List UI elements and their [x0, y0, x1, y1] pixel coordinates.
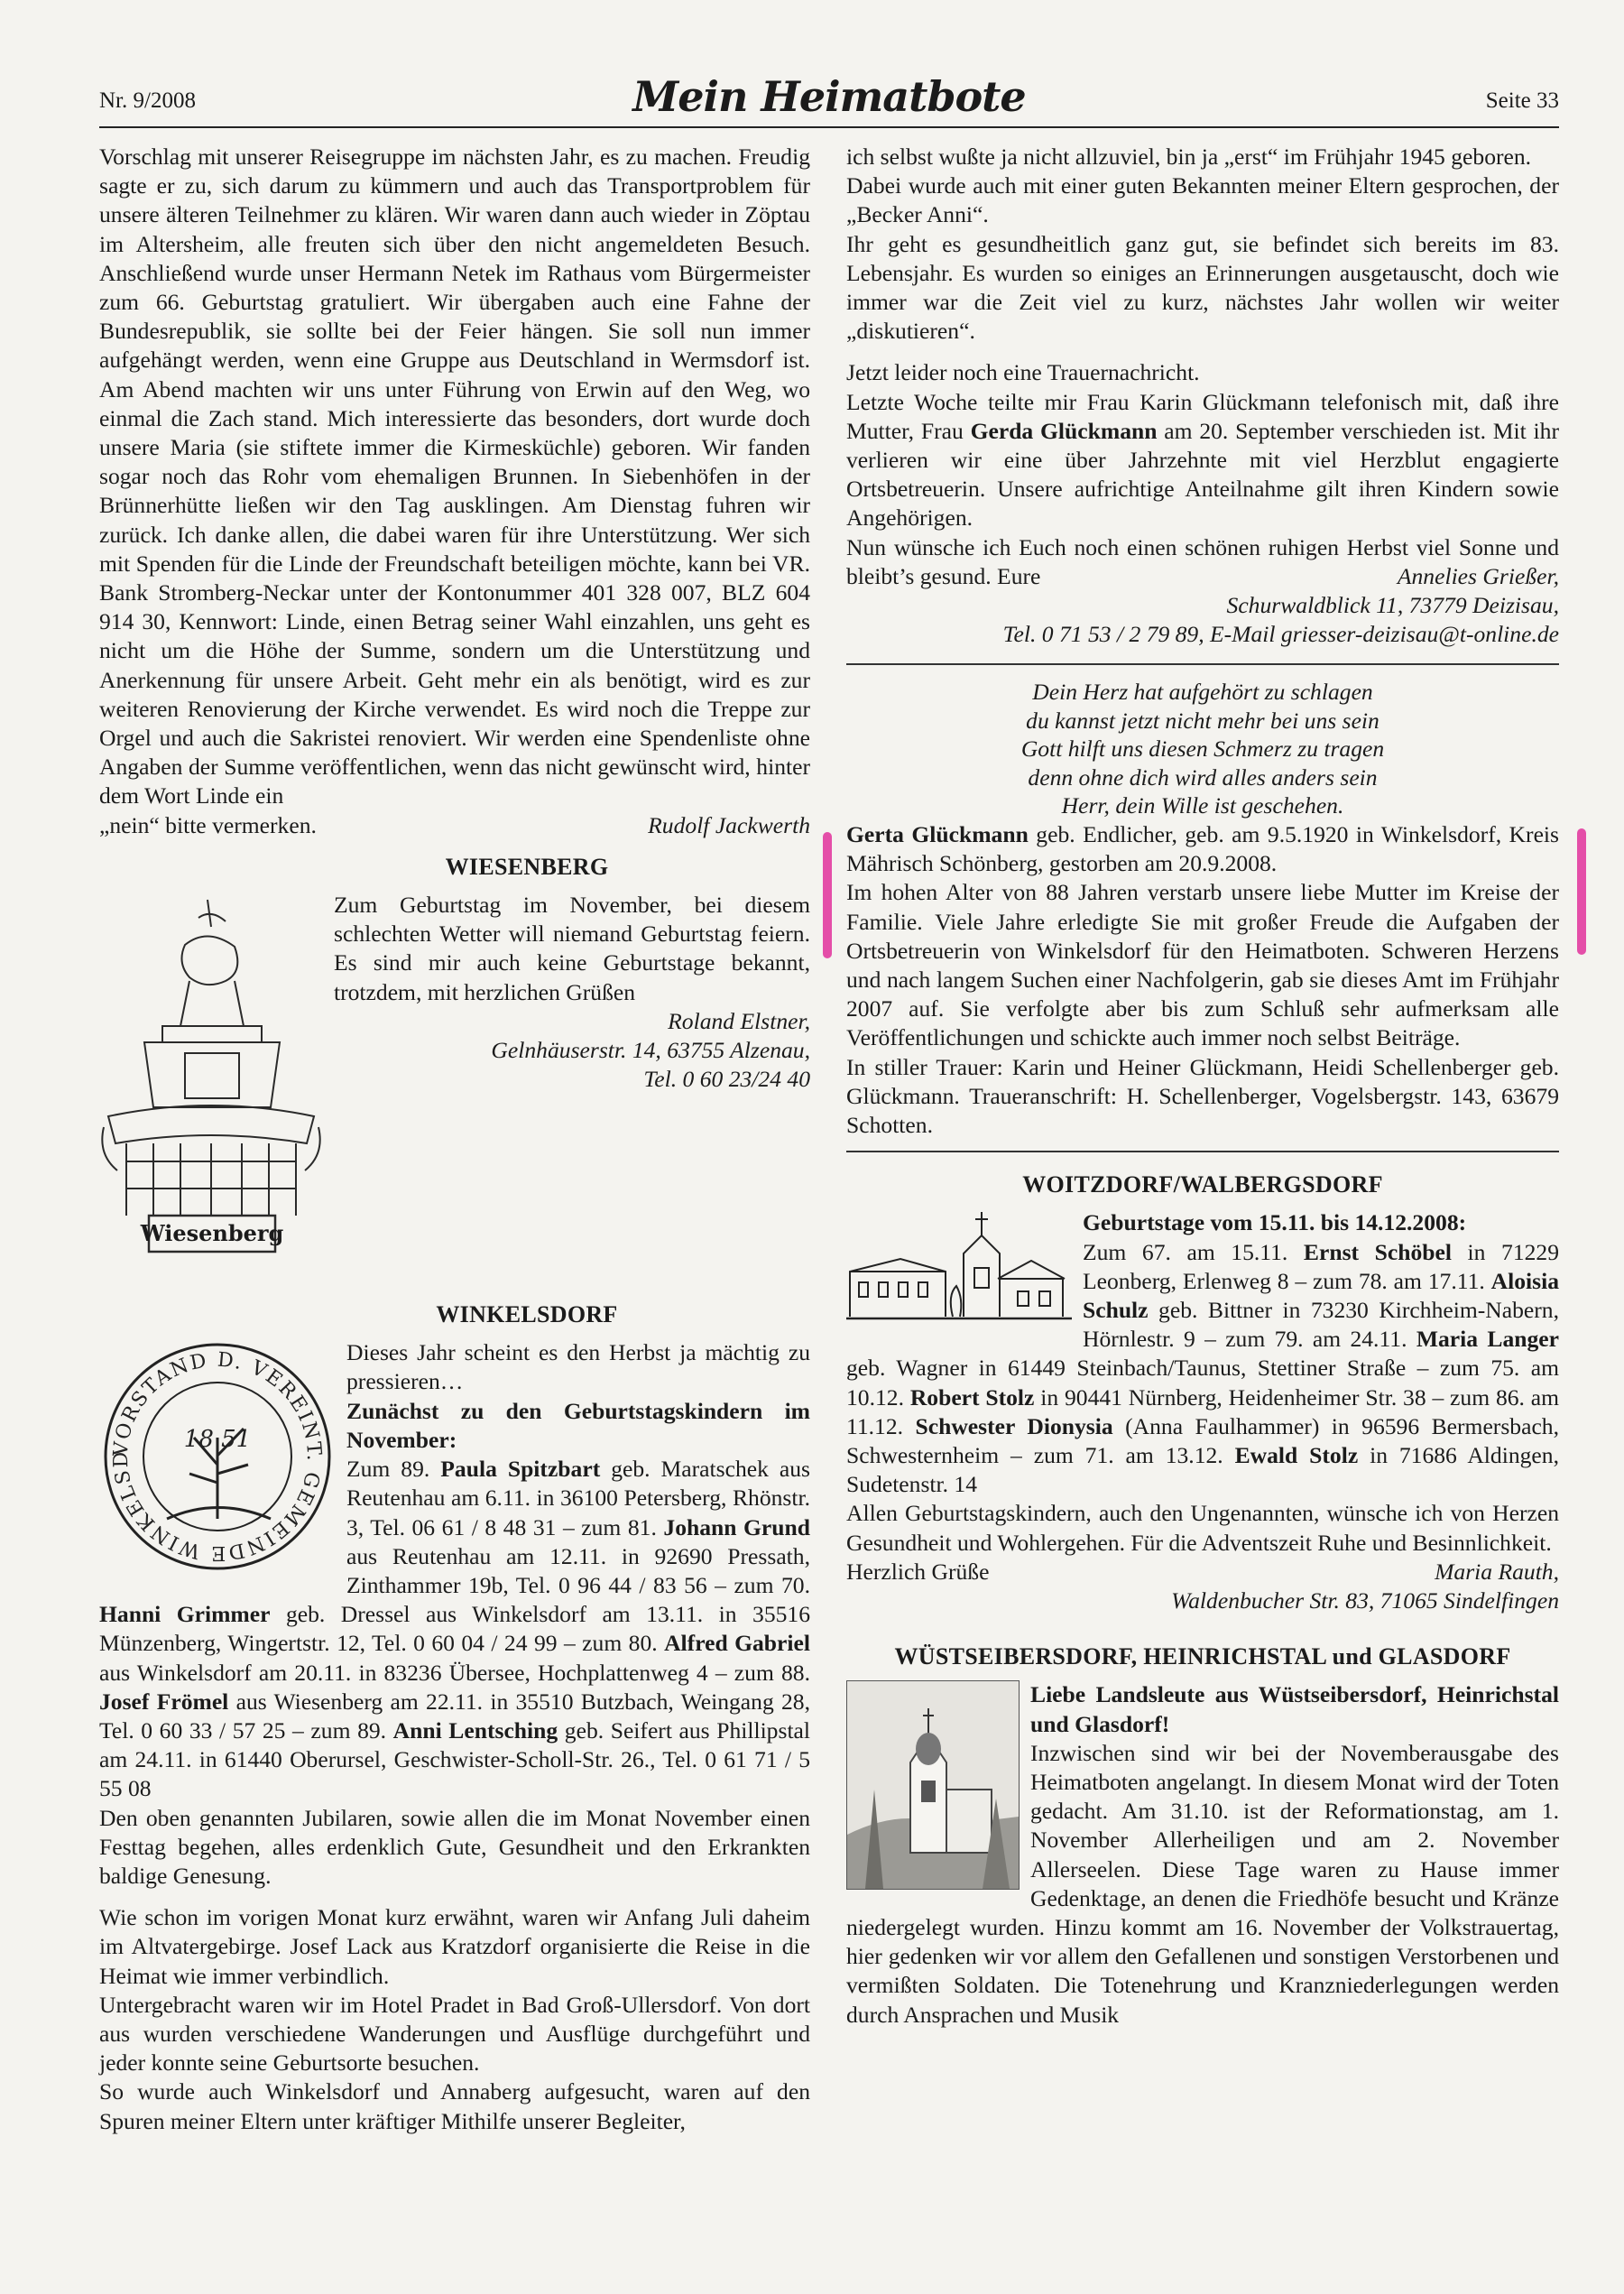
person-name: Aloisia Schulz	[1083, 1267, 1559, 1323]
wuest-text: Inzwischen sind wir bei der Novemberausgabe des Heimatboten angelangt. In diesem Monat wird der Toten gedacht. Am 31.10. ist der Reformationstag, am 1. November Allerheiligen und am 2. November Allerseelen. Diese Tage waren zu Hause immer Gedenktage, an denen die Friedhöfe besucht und Kränze niedergelegt wurden. Hinzu kommt am 16. November der Volkstrauertag, hier gedenken wir vor allem den Gefallenen und sonstigen Verstorbenen und vermißten Soldaten. Die Totenehrung und Kranzniederlegungen werden durch Ansprachen und Musik	[846, 1739, 1559, 2028]
fountain-emblem-icon	[99, 891, 323, 1259]
section-title-winkelsdorf: WINKELSDORF	[436, 1301, 618, 1328]
person-name: Johann Grund	[663, 1513, 810, 1540]
church-village-icon	[846, 1208, 1072, 1346]
obituary-poem	[846, 678, 1559, 820]
woitzdorf-subhead: Geburtstage vom 15.11. bis 14.12.2008:	[1083, 1209, 1467, 1236]
highlight-mark-left	[823, 832, 832, 958]
page-number: Seite 33	[1485, 88, 1559, 113]
page-header	[99, 72, 1559, 128]
winkelsdorf-intro: Dieses Jahr scheint es den Herbst ja mächtig zu pressieren…	[346, 1339, 810, 1395]
author-signature: Rudolf Jackwerth	[648, 811, 810, 838]
municipal-seal-icon	[99, 1338, 336, 1575]
winkelsdorf-wishes: Den oben genannten Jubilaren, sowie allen die im Monat November einen Festtag begehen, alles erdenklich Gute, Gesundheit und den Erkrankten baldige Genesung.	[99, 1804, 810, 1889]
poem-line: Herr, dein Wille ist geschehen.	[1061, 792, 1344, 819]
left-column	[99, 143, 810, 2136]
poem-line: du kannst jetzt nicht mehr bei uns sein	[1026, 707, 1379, 734]
article-signature-row	[99, 811, 810, 840]
author-signature: Maria Rauth,	[1435, 1558, 1559, 1585]
winkelsdorf-trip-1: Wie schon im vorigen Monat kurz erwähnt, waren wir Anfang Juli daheim im Altvatergebirge. Josef Lack aus Kratzdorf organisierte die Reise in die Heimat wie immer verbindlich.	[99, 1904, 810, 1989]
birthday-list: Zum 89. Paula Spitzbart geb. Maratschek aus Reutenhau am 6.11. in 36100 Petersberg, Rhönstr. 3, Tel. 06 61 / 8 48 31 – zum 81. Johann Grund aus Reutenhau am 12.11. in 92690 Pressath, Zinthammer 19b, Tel. 0 96 44 / 83 56 – zum 70. Hanni Grimmer geb. Dressel aus Winkelsdorf am 13.11. in 35516 Münzenberg, Wingertstr. 12, Tel. 0 60 04 / 24 99 – zum 80. Alfred Gabriel aus Winkelsdorf am 20.11. in 83236 Übersee, Hochplattenweg 4 – zum 88. Josef Frömel aus Wiesenberg am 22.11. in 35510 Butzbach, Weingang 28, Tel. 0 60 33 / 57 25 – zum 89. Anni Lentsching geb. Seifert aus Phillipstal am 24.11. in 61440 Oberursel, Geschwister-Scholl-Str. 26., Tel. 0 61 71 / 5 55 08	[99, 1456, 811, 1802]
wiesenberg-text: Zum Geburtstag im November, bei diesem schlechten Wetter will niemand Geburtstag feiern. Es sind mir auch keine Geburtstage bekannt, trotzdem, mit herzlichen Grüßen	[334, 892, 810, 1005]
article-paragraph: Ihr geht es gesundheitlich ganz gut, sie befindet sich bereits im 83. Lebensjahr. Es wurden so einiges an Erinnerungen ausgetauscht, doch wie immer war die Zeit viel zu kurz, nächstes Jahr wollen wir weiter „diskutieren“.	[846, 230, 1559, 345]
poem-line: Dein Herz hat aufgehört zu schlagen	[1032, 679, 1373, 706]
church-photo-icon	[847, 1681, 1019, 1889]
issue-number: Nr. 9/2008	[99, 88, 196, 113]
author-address: Waldenbucher Str. 83, 71065 Sindelfingen	[1171, 1587, 1559, 1614]
person-name: Ewald Stolz	[1234, 1442, 1359, 1469]
person-name: Anni Lentsching	[392, 1716, 558, 1744]
divider	[846, 1151, 1559, 1152]
person-name: Schwester Dionysia	[915, 1412, 1113, 1439]
wuest-subhead: Liebe Landsleute aus Wüstseibersdorf, Heinrichstal und Glasdorf!	[1030, 1681, 1559, 1737]
poem-line: denn ohne dich wird alles anders sein	[1028, 763, 1378, 791]
person-name: Robert Stolz	[909, 1383, 1035, 1411]
author-address: Schurwaldblick 11, 73779 Deizisau,	[1226, 592, 1559, 619]
poem-line: Gott hilft uns diesen Schmerz zu tragen	[1020, 735, 1385, 763]
person-name: Alfred Gabriel	[664, 1630, 810, 1657]
article-text-end: „nein“ bitte vermerken.	[99, 811, 317, 838]
section-title-wiesenberg: WIESENBERG	[445, 853, 609, 880]
article-text: Vorschlag mit unserer Reisegruppe im nächsten Jahr, es zu machen. Freudig sagte er zu, sich darum zu kümmern und auch das Transportproblem für unsere älteren Teilnehmer zu klären. Wir waren dann auch wieder in Zöptau im Altersheim, alle freuten sich über den nicht angemeldeten Besuch. Anschließend wurde unser Hermann Netek im Rathaus vom Bürgermeister zum 66. Geburtstag gratuliert. Wir übergaben auch eine Fahne der Bundesrepublik, sie sollte bei der Feier hängen. Sie soll nun immer aufgehängt werden, wenn eine Gruppe aus Deutschland in Wermsdorf ist. Am Abend machten wir uns unter Führung von Erwin auf den Weg, wo einmal die Zach stand. Mich interessierte das besonders, dort wurde doch unsere Maria (sie stiftete immer die Kirmesküchle) geboren. Wir fanden sogar noch das Rohr vom ehemaligen Brunnen. In Siebenhöfen in der Brünnerhütte ließen wir den Tag ausklingen. Am Dienstag fuhren wir zurück. Ich danke allen, die dabei waren für ihre Unterstützung. Wer sich mit Spenden für die Linde der Freundschaft beteiligen möchte, kann bei VR. Bank Stromberg-Neckar unter der Kontonummer 401 328 007, BLZ 604 914 30, Kennwort: Linde, einen Betrag seiner Wahl einzahlen, uns geht es nicht um die Höhe der Summe, sondern um die Unterstützung und Anerkennung für unsere Arbeit. Geht mehr ein als benötigt, wird es zur weiteren Renovierung der Kirche verwendet. Es wird noch die Treppe zur Orgel und auch die Sakristei renoviert. Wir werden eine Spendenliste ohne Angaben der Summe veröffentlichen, wenn das nicht gewünscht wird, hinter dem Wort Linde ein	[99, 143, 810, 809]
person-name: Josef Frömel	[99, 1688, 229, 1715]
winkelsdorf-seal	[99, 1338, 336, 1575]
person-name: Hanni Grimmer	[99, 1601, 271, 1628]
wiesenberg-emblem	[99, 891, 323, 1259]
article-paragraph: Letzte Woche teilte mir Frau Karin Glückmann telefonisch mit, daß ihre Mutter, Frau Gerda Glückmann am 20. September verschieden ist. Mit ihr verlieren wir eine über Jahrzehnte mit viel Herzblut engagierte Ortsbetreuerin. Unsere aufrichtige Anteilnahme gilt ihren Kindern sowie Angehörigen.	[846, 388, 1559, 532]
obituary-mourners: In stiller Trauer: Karin und Heiner Glückmann, Heidi Schellenberger geb. Glückmann. Traueranschrift: H. Schellenberger, Vogelsbergstr. 143, 63679 Schotten.	[846, 1053, 1559, 1138]
author-signature: Annelies Grießer,	[1397, 562, 1559, 589]
greeting: Herzlich Grüße	[846, 1558, 990, 1585]
woitzdorf-signature-row	[846, 1558, 1559, 1586]
section-title-wuestseibersdorf: WÜSTSEIBERSDORF, HEINRICHSTAL und GLASDORF	[894, 1643, 1511, 1670]
person-name: Paula Spitzbart	[440, 1456, 601, 1483]
person-name: Gerda Glückmann	[970, 417, 1158, 444]
right-column	[846, 143, 1559, 2030]
winkelsdorf-trip-3: So wurde auch Winkelsdorf und Annaberg aufgesucht, waren auf den Spuren meiner Eltern unter kräftiger Mithilfe unserer Begleiter,	[99, 2078, 810, 2134]
obituary-text: Im hohen Alter von 88 Jahren verstarb unsere liebe Mutter im Kreise der Familie. Viele Jahre erledigte Sie mit großer Freude die Aufgaben der Ortsbetreuerin von Winkelsdorf für den Heimatboten. Schweren Herzens und nach langem Suchen einer Nachfolgerin, gab sie dieses Amt im Frühjahr 2007 auf. Sie verfolgte aber bis zum Schluß sehr aufmerksam alle Veröffentlichungen und schickte auch immer noch selbst Beiträge.	[846, 879, 1559, 1051]
closing-text: Nun wünsche ich Euch noch einen schönen ruhigen Herbst viel Sonne und bleibt’s gesund. Eure	[846, 533, 1559, 589]
highlight-mark-right	[1577, 828, 1586, 955]
woitzdorf-church-drawing	[846, 1208, 1072, 1346]
article-paragraph: Jetzt leider noch eine Trauernachricht.	[846, 359, 1200, 386]
wiesenberg-signature-phone: Tel. 0 60 23/24 40	[643, 1066, 810, 1093]
article-paragraph: Dabei wurde auch mit einer guten Bekannten meiner Eltern gesprochen, der „Becker Anni“.	[846, 172, 1559, 228]
person-name: Maria Langer	[1416, 1326, 1559, 1353]
winkelsdorf-subhead: Zunächst zu den Geburtstagskindern im November:	[346, 1397, 810, 1453]
church-photo	[846, 1680, 1020, 1890]
seal-years: 18 51	[183, 1426, 252, 1454]
woitzdorf-birthdays: Zum 67. am 15.11. Ernst Schöbel in 71229 Leonberg, Erlenweg 8 – zum 78. am 17.11. Aloisia Schulz geb. Bittner in 73230 Kirchheim-Nabern, Hörnlestr. 9 – zum 79. am 24.11. Maria Langer geb. Wagner in 61449 Steinbach/Taunus, Stettiner Straße – zum 75. am 10.12. Robert Stolz in 90441 Nürnberg, Heidenheimer Str. 38 – zum 86. am 11.12. Schwester Dionysia (Anna Faulhammer) in 96596 Bermersbach, Schwesternheim – zum 71. am 13.12. Ewald Stolz in 71686 Aldingen, Sudetenstr. 14	[846, 1238, 1560, 1498]
wiesenberg-signature-name: Roland Elstner,	[668, 1007, 810, 1034]
winkelsdorf-trip-2: Untergebracht waren wir im Hotel Pradet in Bad Groß-Ullersdorf. Von dort aus wurden verschiedene Wanderungen und Ausflüge durchgeführt und jeder konnte seine Geburtsorte besuchen.	[99, 1991, 810, 2077]
wiesenberg-signature-address: Gelnhäuserstr. 14, 63755 Alzenau,	[491, 1037, 810, 1064]
obituary-text: Gerta Glückmann geb. Endlicher, geb. am 9.5.1920 in Winkelsdorf, Kreis Mährisch Schönberg, gestorben am 20.9.2008.	[846, 820, 1559, 877]
seal-ring-text: VORSTAND D. VEREINT. GEMEINDE WINKELSD	[109, 1348, 326, 1565]
divider	[846, 663, 1559, 665]
emblem-label: Wiesenberg	[140, 1220, 284, 1247]
masthead-logo: Mein Heimatbote	[632, 72, 1026, 121]
author-contact: Tel. 0 71 53 / 2 79 89, E-Mail griesser-deizisau@t-online.de	[1002, 621, 1559, 648]
person-name: Ernst Schöbel	[1303, 1238, 1452, 1265]
article-continued: ich selbst wußte ja nicht allzuviel, bin ja „erst“ im Frühjahr 1945 geboren.	[846, 143, 1532, 170]
person-name: Gerta Glückmann	[846, 820, 1029, 847]
section-title-woitzdorf: WOITZDORF/WALBERGSDORF	[1022, 1171, 1383, 1198]
woitzdorf-wishes: Allen Geburtstagskindern, auch den Ungenannten, wünsche ich von Herzen Gesundheit und Wohlergehen. Für die Adventszeit Ruhe und Besinnlichkeit.	[846, 1500, 1559, 1556]
closing-row	[846, 533, 1559, 591]
